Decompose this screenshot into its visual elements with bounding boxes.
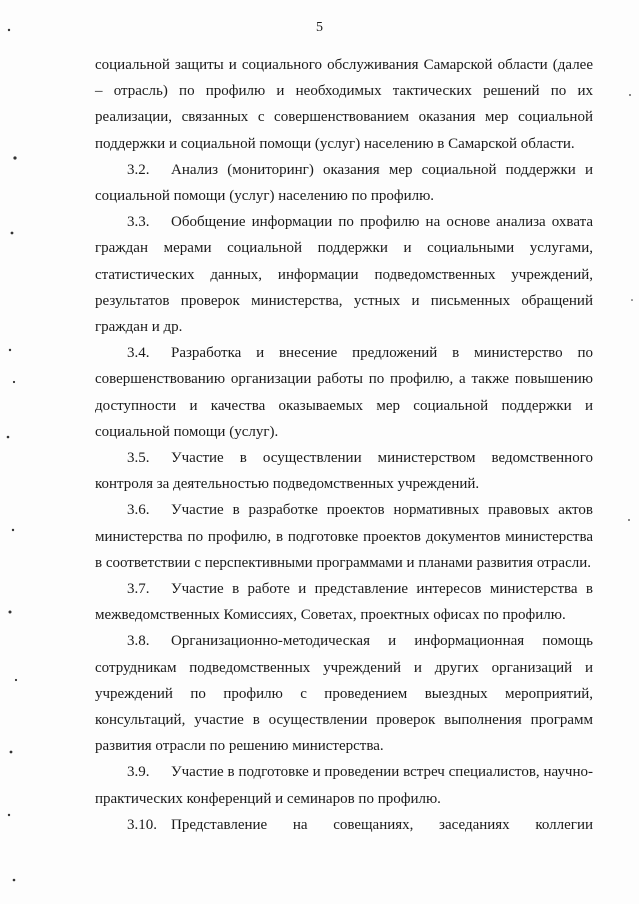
paragraph-number: 3.8. xyxy=(127,633,150,650)
paragraph-number: 3.4. xyxy=(127,345,150,362)
paragraph-3-2 xyxy=(95,157,593,209)
paragraph-number: 3.6. xyxy=(127,502,150,519)
paragraph-3-7 xyxy=(95,576,593,628)
paragraph-number: 3.5. xyxy=(127,450,150,467)
paragraph-continuation xyxy=(95,52,593,157)
paragraph-number: 3.10. xyxy=(127,816,157,833)
paragraph-text: Организационно-методическая и информационная помощь сотрудникам подведомственных учреждений и других организаций и учреждений по профилю с проведением выездных мероприятий, консультаций, участие в осуществлении проверок выполнения программ развития отрасли по решению министерства. xyxy=(95,633,593,755)
paragraph-3-9 xyxy=(95,759,593,811)
paragraph-3-3 xyxy=(95,209,593,340)
paragraph-text: Участие в подготовке и проведении встреч специалистов, научно-практических конференций и семинаров по профилю. xyxy=(95,764,593,807)
paragraph-3-4 xyxy=(95,340,593,445)
paragraph-number: 3.2. xyxy=(127,161,150,178)
paragraph-text: Участие в осуществлении министерством ведомственного контроля за деятельностью подведомственных учреждений. xyxy=(95,450,593,493)
paragraph-3-6 xyxy=(95,497,593,576)
paragraph-3-5 xyxy=(95,445,593,497)
paragraph-text: Участие в работе и представление интересов министерства в межведомственных Комиссиях, Советах, проектных офисах по профилю. xyxy=(95,581,593,624)
paragraph-text: Обобщение информации по профилю на основе анализа охвата граждан мерами социальной поддержки и социальными услугами, статистических данных, информации подведомственных учреждений, результатов проверок министерства, устных и письменных обращений граждан и др. xyxy=(95,214,593,336)
paragraph-text: Участие в разработке проектов нормативных правовых актов министерства по профилю, в подготовке проектов документов министерства в соответствии с перспективными программами и планами развития отрасли. xyxy=(95,502,593,571)
paragraph-3-10 xyxy=(95,812,593,838)
paragraph-number: 3.9. xyxy=(127,764,150,781)
paragraph-3-8 xyxy=(95,628,593,759)
document-body xyxy=(95,52,593,838)
paragraph-text: Разработка и внесение предложений в министерство по совершенствованию организации работы по профилю, а также повышению доступности и качества оказываемых мер социальной поддержки и социальной помощи (услуг). xyxy=(95,345,593,440)
paragraph-text: Представление на совещаниях, заседаниях коллегии xyxy=(171,816,593,833)
paragraph-text: социальной защиты и социального обслуживания Самарской области (далее – отрасль) по профилю и необходимых тактических решений по их реализации, связанных с совершенствованием оказания мер социальной поддержки и социальной помощи (услуг) населению в Самарской области. xyxy=(95,57,593,152)
paragraph-number: 3.7. xyxy=(127,581,150,598)
paragraph-number: 3.3. xyxy=(127,214,150,231)
paragraph-text: Анализ (мониторинг) оказания мер социальной поддержки и социальной помощи (услуг) населению по профилю. xyxy=(95,161,593,205)
page-number: 5 xyxy=(316,20,323,35)
